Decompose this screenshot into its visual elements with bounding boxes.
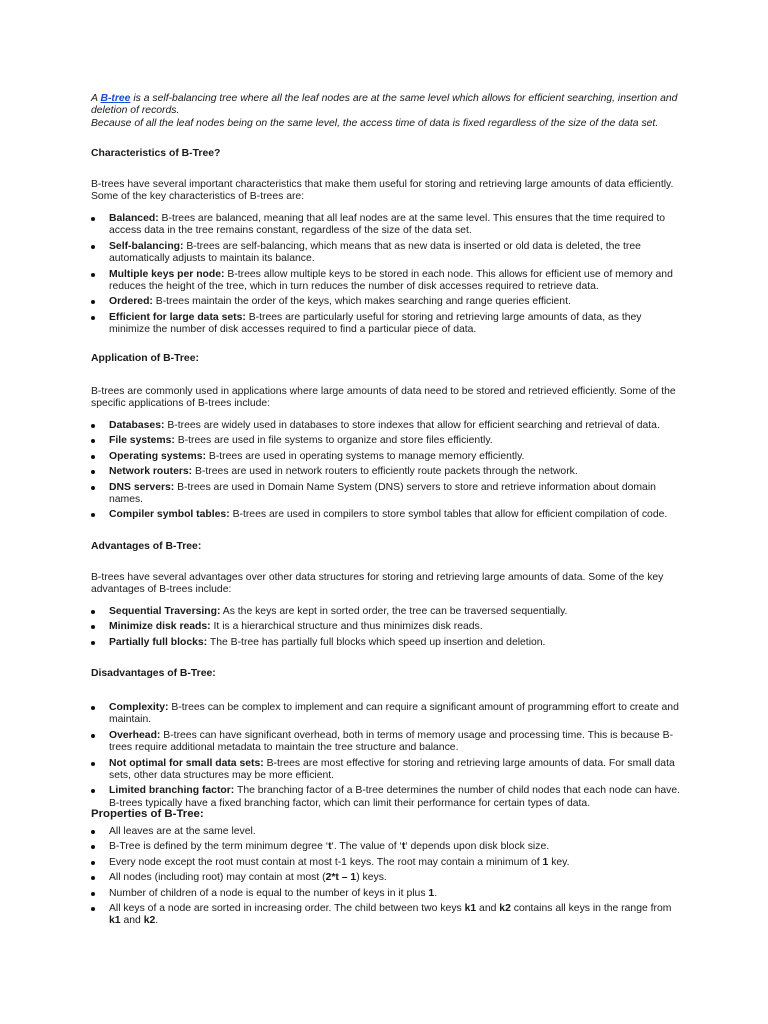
list-item (91, 509, 681, 521)
intro-line1-prefix: A (91, 93, 101, 104)
item-term: File systems: (109, 435, 175, 447)
item-text: B-trees are self-balancing, which means that as new data is inserted or old data is deleted, the tree automatically adjusts to maintain its balance. (109, 240, 641, 265)
item-text: B-trees are balanced, meaning that all leaf nodes are at the same level. This ensures that the time required to access data in the tree remains constant, regardless of the size of the data set. (109, 213, 666, 237)
bullet-icon (91, 625, 95, 629)
item-text: B-Tree is defined by the term minimum degree ‘ (109, 841, 329, 853)
list-item (91, 621, 681, 633)
item-text: B-trees are used in operating systems to manage memory efficiently. (206, 450, 525, 462)
item-text: B-trees maintain the order of the keys, which makes searching and range queries efficient. (152, 296, 571, 308)
list-item (91, 435, 681, 447)
item-emphasis: 1 (428, 887, 435, 899)
list-item (91, 241, 681, 266)
item-emphasis: k1 (464, 903, 477, 915)
properties-list (91, 826, 681, 931)
item-emphasis: k2 (499, 903, 511, 915)
item-text: B-trees are used in file systems to organize and store files efficiently. (174, 435, 493, 447)
properties-heading: Properties of B-Tree: (91, 808, 204, 820)
bullet-icon (91, 830, 95, 834)
applications-list (91, 420, 681, 525)
item-text: and (120, 915, 144, 927)
bullet-icon (91, 424, 95, 428)
bullet-icon (91, 245, 95, 249)
btree-link[interactable]: B-tree (100, 93, 131, 104)
item-text: key. (548, 856, 570, 868)
list-item (91, 312, 681, 337)
bullet-icon (91, 217, 95, 221)
item-text: B-trees are most effective for storing and retrieving large amounts of data. For small data sets, other data structures may be more efficient. (109, 757, 675, 782)
list-item (91, 637, 681, 649)
item-text: Every node except the root must contain at most t-1 keys. The root may contain a minimum of (109, 856, 543, 868)
item-text: Number of children of a node is equal to the number of keys in it plus (109, 887, 429, 899)
item-term: Sequential Traversing: (109, 606, 221, 617)
bullet-icon (91, 706, 95, 710)
item-emphasis: t (328, 841, 332, 853)
item-emphasis: t (401, 841, 406, 853)
item-text: The branching factor of a B-tree determines the number of child nodes that each node can have. B-trees typically have a fixed branching factor, which can limit their performance for certain types of data. (109, 785, 681, 809)
item-text: B-trees are used in Domain Name System (DNS) servers to store and retrieve information about domain names. (109, 481, 656, 506)
list-item (91, 826, 681, 838)
list-item (91, 702, 681, 727)
item-text: As the keys are kept in sorted order, the tree can be traversed sequentially. (220, 606, 568, 617)
list-item (91, 785, 681, 810)
item-text: contains all keys in the range from (510, 903, 672, 915)
item-emphasis: 2*t – 1 (325, 872, 357, 884)
item-term: Minimize disk reads: (109, 621, 211, 633)
advantages-heading: Advantages of B-Tree: (91, 541, 202, 552)
advantages-intro: B-trees have several advantages over other data structures for storing and retrieving large amounts of data. Some of the key advantages of B-trees include: (91, 572, 664, 596)
item-term: DNS servers: (109, 481, 175, 493)
item-text: It is a hierarchical structure and thus minimizes disk reads. (210, 621, 483, 633)
bullet-icon (91, 273, 95, 277)
intro-line2: Because of all the leaf nodes being on the same level, the access time of data is fixed regardless of the size of the data set. (91, 117, 659, 129)
item-term: Overhead: (109, 729, 161, 741)
item-text: All nodes (including root) may contain at most ( (109, 872, 326, 884)
bullet-icon (91, 789, 95, 793)
item-text: The B-tree has partially full blocks which speed up insertion and deletion. (207, 636, 546, 648)
applications-intro: B-trees are commonly used in applications where large amounts of data need to be stored and retrieved efficiently. Some of the specific applications of B-trees include: (91, 386, 676, 410)
bullet-icon (91, 513, 95, 517)
bullet-icon (91, 470, 95, 474)
item-term: Operating systems: (109, 450, 207, 462)
list-item (91, 451, 681, 463)
list-item (91, 213, 681, 238)
characteristics-heading: Characteristics of B-Tree? (91, 148, 221, 159)
item-term: Efficient for large data sets: (109, 311, 246, 323)
item-text: B-trees are particularly useful for storing and retrieving large amounts of data, as they minimize the number of disk accesses required to find a particular piece of data. (109, 311, 642, 336)
bullet-icon (91, 762, 95, 766)
bullet-icon (91, 876, 95, 880)
bullet-icon (91, 734, 95, 738)
characteristics-intro: B-trees have several important characteristics that make them useful for storing and retrieving large amounts of data efficiently. Some of the key characteristics of B-trees are: (91, 179, 674, 203)
list-item (91, 857, 681, 869)
list-item (91, 296, 681, 308)
list-item (91, 269, 681, 294)
bullet-icon (91, 439, 95, 443)
bullet-icon (91, 907, 95, 911)
bullet-icon (91, 845, 95, 849)
item-term: Not optimal for small data sets: (109, 757, 264, 769)
list-item (91, 482, 681, 507)
item-emphasis: k1 (109, 915, 121, 927)
item-term: Compiler symbol tables: (109, 509, 230, 521)
applications-heading: Application of B-Tree: (91, 353, 199, 364)
list-item (91, 888, 681, 900)
item-term: Complexity: (109, 702, 169, 713)
disadvantages-list (91, 702, 681, 813)
list-item (91, 841, 681, 853)
intro-line1-rest: is a self-balancing tree where all the leaf nodes are at the same level which allows for efficient searching, insertion and deletion of records. (91, 93, 678, 117)
bullet-icon (91, 316, 95, 320)
disadvantages-heading: Disadvantages of B-Tree: (91, 668, 216, 679)
item-term: Self-balancing: (109, 240, 184, 252)
list-item (91, 606, 681, 618)
item-emphasis: k2 (143, 915, 156, 927)
list-item (91, 872, 681, 884)
item-emphasis: 1 (542, 856, 549, 868)
list-item (91, 420, 681, 432)
bullet-icon (91, 861, 95, 865)
characteristics-list (91, 213, 681, 340)
list-item (91, 730, 681, 755)
item-term: Ordered: (109, 296, 153, 308)
item-text: B-trees are used in compilers to store symbol tables that allow for efficient compilation of code. (229, 509, 668, 521)
list-item (91, 903, 681, 928)
bullet-icon (91, 486, 95, 490)
item-text: . (155, 915, 159, 927)
item-text: . (434, 887, 438, 899)
item-text: B-trees can have significant overhead, both in terms of memory usage and processing time. This is because B-trees require additional metadata to maintain the tree structure and balance. (109, 729, 674, 754)
list-item (91, 758, 681, 783)
item-term: Databases: (109, 420, 165, 431)
item-text: and (476, 903, 500, 915)
item-text: All keys of a node are sorted in increasing order. The child between two keys (109, 903, 465, 915)
item-text: ‘. The value of ‘ (331, 841, 402, 853)
bullet-icon (91, 300, 95, 304)
item-term: Balanced: (109, 213, 159, 224)
item-term: Network routers: (109, 466, 193, 478)
item-text: B-trees are used in network routers to efficiently route packets through the network. (192, 466, 578, 478)
item-text: ) keys. (356, 872, 387, 884)
bullet-icon (91, 610, 95, 614)
item-term: Multiple keys per node: (109, 268, 225, 280)
item-text: ‘ depends upon disk block size. (405, 841, 550, 853)
item-text: All leaves are at the same level. (109, 826, 256, 837)
item-text: B-trees are widely used in databases to store indexes that allow for efficient searching and retrieval of data. (164, 420, 660, 431)
bullet-icon (91, 892, 95, 896)
item-text: B-trees can be complex to implement and can require a significant amount of programming effort to create and maintain. (109, 702, 679, 726)
list-item (91, 466, 681, 478)
advantages-list (91, 606, 681, 652)
item-term: Partially full blocks: (109, 636, 208, 648)
bullet-icon (91, 641, 95, 645)
item-term: Limited branching factor: (109, 785, 235, 797)
intro-paragraph (91, 93, 683, 130)
item-text: B-trees allow multiple keys to be stored in each node. This allows for efficient use of memory and reduces the height of the tree, which in turn reduces the number of disk accesses required to retrieve data. (109, 268, 673, 293)
bullet-icon (91, 455, 95, 459)
